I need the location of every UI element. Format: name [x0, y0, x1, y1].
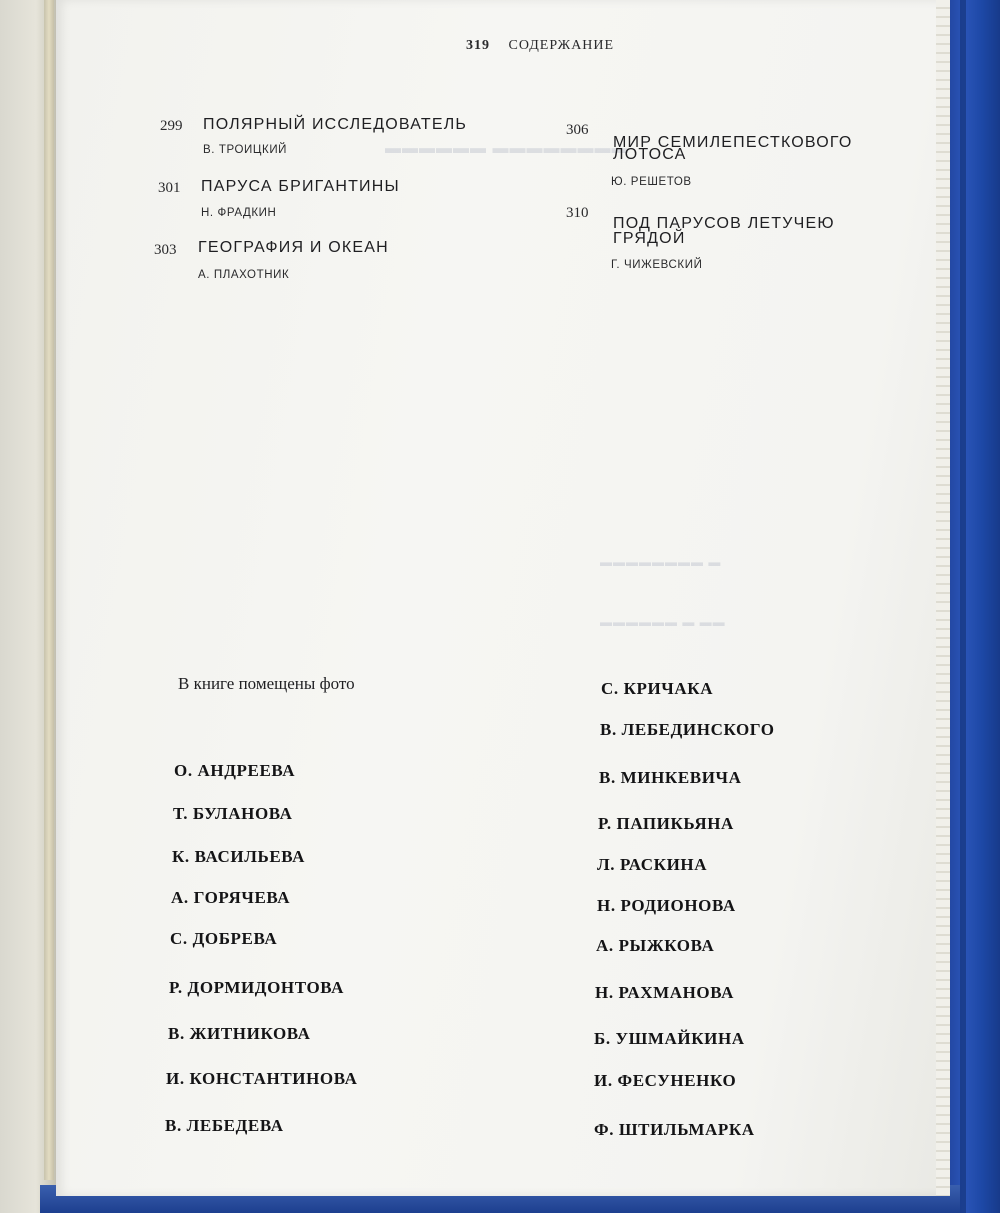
book-gutter — [44, 0, 54, 1180]
photographer-name: Н. РАХМАНОВА — [595, 983, 734, 1002]
photographer-name: Т. БУЛАНОВА — [173, 804, 293, 823]
entry-page-number: 303 — [154, 242, 177, 258]
entry-page-number: 306 — [566, 122, 589, 138]
photographer-name: Р. ПАПИКЬЯНА — [598, 814, 734, 833]
section-title: СОДЕРЖАНИЕ — [508, 38, 615, 53]
show-through-text: ▬▬▬▬▬▬ ▬▬▬▬▬▬▬▬ — [385, 140, 629, 157]
entry-title-line1: ПОД ПАРУСОВ ЛЕТУЧЕЮ — [613, 215, 835, 232]
photographer-name: Н. РОДИОНОВА — [597, 896, 736, 915]
photos-intro: В книге помещены фото — [178, 674, 355, 693]
photographer-name: В. ЛЕБЕДЕВА — [165, 1116, 284, 1135]
page-header — [466, 38, 614, 54]
entry-title: ПОЛЯРНЫЙ ИССЛЕДОВАТЕЛЬ — [203, 116, 468, 133]
photographer-name: Ф. ШТИЛЬМАРКА — [594, 1120, 755, 1139]
photographer-name: В. МИНКЕВИЧА — [599, 768, 742, 787]
entry-author: А. ПЛАХОТНИК — [198, 269, 290, 281]
entry-author: В. ТРОИЦКИЙ — [203, 144, 288, 156]
photographer-name: А. ГОРЯЧЕВА — [171, 888, 291, 907]
photographer-name: Р. ДОРМИДОНТОВА — [169, 978, 345, 997]
entry-title-line1: МИР СЕМИЛЕПЕСТКОВОГО — [613, 134, 853, 151]
photographer-name: В. ЖИТНИКОВА — [168, 1024, 311, 1043]
photographer-name: В. ЛЕБЕДИНСКОГО — [600, 720, 775, 739]
entry-page-number: 310 — [566, 205, 589, 221]
photographer-name: И. КОНСТАНТИНОВА — [166, 1069, 358, 1088]
page-number: 319 — [466, 38, 490, 53]
entry-page-number: 299 — [160, 118, 183, 134]
book-page — [56, 0, 948, 1196]
page-edge — [936, 0, 950, 1196]
show-through-text: ▬▬▬▬▬▬▬▬ ▬ — [600, 555, 722, 569]
photographer-name: С. КРИЧАКА — [601, 679, 714, 698]
photographer-name: И. ФЕСУНЕНКО — [594, 1071, 737, 1090]
photographer-name: Б. УШМАЙКИНА — [594, 1029, 745, 1048]
photographer-name: Л. РАСКИНА — [597, 855, 708, 874]
entry-author: Ю. РЕШЕТОВ — [611, 176, 692, 188]
entry-title: ПАРУСА БРИГАНТИНЫ — [201, 178, 400, 195]
entry-author: Г. ЧИЖЕВСКИЙ — [611, 259, 703, 271]
photographer-name: А. РЫЖКОВА — [596, 936, 715, 955]
entry-author: Н. ФРАДКИН — [201, 207, 277, 219]
photographer-name: О. АНДРЕЕВА — [174, 761, 296, 780]
photographer-name: С. ДОБРЕВА — [170, 929, 278, 948]
cover-edge — [960, 0, 966, 1213]
entry-title: ГЕОГРАФИЯ И ОКЕАН — [198, 239, 389, 256]
photographer-name: К. ВАСИЛЬЕВА — [172, 847, 306, 866]
entry-page-number: 301 — [158, 180, 181, 196]
show-through-text: ▬▬▬▬▬▬ ▬ ▬▬ — [600, 615, 726, 629]
entry-title-line2: ЛОТОСА — [613, 146, 687, 163]
entry-title-line2: ГРЯДОЙ — [613, 230, 686, 247]
